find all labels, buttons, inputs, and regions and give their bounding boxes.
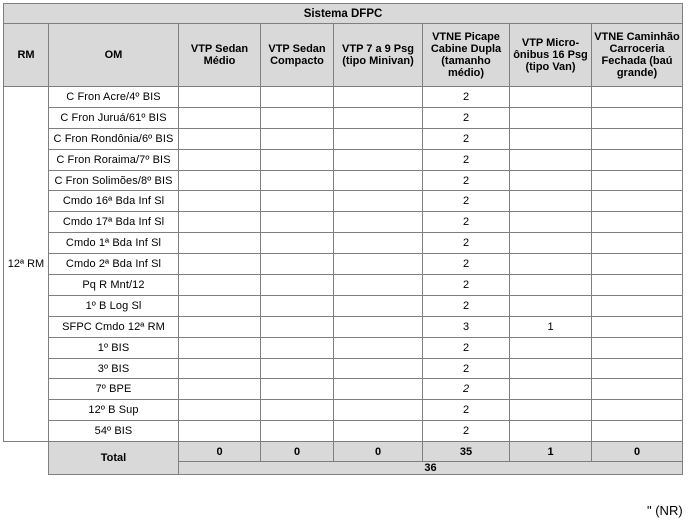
- cell-c1: [179, 421, 261, 442]
- cell-c5: [510, 400, 592, 421]
- table-row: [4, 421, 683, 442]
- cell-c1: [179, 212, 261, 233]
- cell-c4: 2: [423, 275, 510, 296]
- cell-c2: [261, 128, 334, 149]
- total-c3: 0: [334, 442, 423, 462]
- cell-c1: [179, 233, 261, 254]
- cell-c4: 2: [423, 400, 510, 421]
- table-row: [4, 400, 683, 421]
- header-vtp-minivan: VTP 7 a 9 Psg (tipo Minivan): [334, 24, 423, 87]
- cell-c2: [261, 107, 334, 128]
- table-row: [4, 337, 683, 358]
- cell-c4: 2: [423, 149, 510, 170]
- table-row: [4, 358, 683, 379]
- cell-c2: [261, 87, 334, 108]
- cell-c6: [592, 379, 683, 400]
- cell-c2: [261, 149, 334, 170]
- cell-c1: [179, 316, 261, 337]
- cell-c5: [510, 149, 592, 170]
- cell-c4: 2: [423, 421, 510, 442]
- cell-c3: [334, 87, 423, 108]
- table-row: [4, 149, 683, 170]
- cell-c3: [334, 233, 423, 254]
- cell-c6: [592, 421, 683, 442]
- total-c2: 0: [261, 442, 334, 462]
- om-cell: 1º B Log Sl: [49, 295, 179, 316]
- cell-c4: 2: [423, 295, 510, 316]
- cell-c5: [510, 128, 592, 149]
- cell-c1: [179, 107, 261, 128]
- cell-c6: [592, 316, 683, 337]
- om-cell: Cmdo 1ª Bda Inf Sl: [49, 233, 179, 254]
- header-rm: RM: [4, 24, 49, 87]
- table-row: [4, 233, 683, 254]
- cell-c2: [261, 275, 334, 296]
- om-cell: C Fron Roraima/7º BIS: [49, 149, 179, 170]
- table-row: [4, 379, 683, 400]
- cell-c5: [510, 275, 592, 296]
- footnote: " (NR): [647, 503, 683, 518]
- header-vtne-picape: VTNE Picape Cabine Dupla (tamanho médio): [423, 24, 510, 87]
- total-c5: 1: [510, 442, 592, 462]
- cell-c5: [510, 107, 592, 128]
- table-row: [4, 191, 683, 212]
- table-row: [4, 128, 683, 149]
- cell-c6: [592, 170, 683, 191]
- cell-c3: [334, 316, 423, 337]
- cell-c4: 2: [423, 379, 510, 400]
- om-cell: Cmdo 2ª Bda Inf Sl: [49, 254, 179, 275]
- table-row: [4, 316, 683, 337]
- cell-c2: [261, 400, 334, 421]
- header-vtp-sedan-compacto: VTP Sedan Compacto: [261, 24, 334, 87]
- table-row: [4, 107, 683, 128]
- om-cell: Cmdo 16ª Bda Inf Sl: [49, 191, 179, 212]
- cell-c3: [334, 295, 423, 316]
- cell-c4: 2: [423, 128, 510, 149]
- total-c4: 35: [423, 442, 510, 462]
- cell-c4: 2: [423, 254, 510, 275]
- cell-c2: [261, 170, 334, 191]
- cell-c3: [334, 400, 423, 421]
- cell-c2: [261, 233, 334, 254]
- cell-c5: [510, 254, 592, 275]
- rm-cell: 12ª RM: [4, 87, 49, 442]
- total-c6: 0: [592, 442, 683, 462]
- cell-c1: [179, 254, 261, 275]
- cell-c2: [261, 254, 334, 275]
- cell-c2: [261, 295, 334, 316]
- om-cell: 7º BPE: [49, 379, 179, 400]
- cell-c6: [592, 149, 683, 170]
- header-vtp-sedan-medio: VTP Sedan Médio: [179, 24, 261, 87]
- cell-c6: [592, 254, 683, 275]
- total-row: [4, 442, 683, 462]
- cell-c6: [592, 212, 683, 233]
- cell-c6: [592, 191, 683, 212]
- cell-c3: [334, 421, 423, 442]
- cell-c1: [179, 379, 261, 400]
- cell-c5: 1: [510, 316, 592, 337]
- header-om: OM: [49, 24, 179, 87]
- cell-c6: [592, 128, 683, 149]
- cell-c3: [334, 191, 423, 212]
- cell-c4: 2: [423, 337, 510, 358]
- cell-c3: [334, 149, 423, 170]
- table-row: [4, 170, 683, 191]
- cell-c3: [334, 212, 423, 233]
- table-row: [4, 212, 683, 233]
- cell-c3: [334, 170, 423, 191]
- om-cell: 3º BIS: [49, 358, 179, 379]
- cell-c1: [179, 191, 261, 212]
- cell-c3: [334, 107, 423, 128]
- cell-c5: [510, 233, 592, 254]
- cell-c4: 2: [423, 191, 510, 212]
- om-cell: C Fron Solimões/8º BIS: [49, 170, 179, 191]
- cell-c5: [510, 337, 592, 358]
- cell-c1: [179, 400, 261, 421]
- cell-c3: [334, 379, 423, 400]
- cell-c4: 3: [423, 316, 510, 337]
- table-body: [4, 87, 683, 475]
- om-cell: Cmdo 17ª Bda Inf Sl: [49, 212, 179, 233]
- cell-c2: [261, 316, 334, 337]
- cell-c6: [592, 87, 683, 108]
- total-c1: 0: [179, 442, 261, 462]
- cell-c4: 2: [423, 107, 510, 128]
- cell-c2: [261, 212, 334, 233]
- cell-c2: [261, 358, 334, 379]
- cell-c5: [510, 295, 592, 316]
- cell-c3: [334, 337, 423, 358]
- cell-c6: [592, 275, 683, 296]
- total-label: Total: [49, 442, 179, 475]
- table-row: [4, 87, 683, 108]
- om-cell: SFPC Cmdo 12ª RM: [49, 316, 179, 337]
- cell-c6: [592, 233, 683, 254]
- cell-c1: [179, 149, 261, 170]
- cell-c5: [510, 421, 592, 442]
- cell-c6: [592, 358, 683, 379]
- cell-c2: [261, 379, 334, 400]
- dfpc-table: [3, 3, 683, 475]
- cell-c4: 2: [423, 358, 510, 379]
- cell-c5: [510, 191, 592, 212]
- cell-c6: [592, 295, 683, 316]
- cell-c4: 2: [423, 233, 510, 254]
- om-cell: 54º BIS: [49, 421, 179, 442]
- cell-c6: [592, 337, 683, 358]
- cell-c3: [334, 128, 423, 149]
- om-cell: Pq R Mnt/12: [49, 275, 179, 296]
- total-blank-cell: [4, 442, 49, 475]
- table-row: [4, 295, 683, 316]
- cell-c6: [592, 107, 683, 128]
- om-cell: C Fron Juruá/61º BIS: [49, 107, 179, 128]
- cell-c2: [261, 421, 334, 442]
- grand-total: 36: [179, 462, 683, 475]
- table-row: [4, 275, 683, 296]
- om-cell: C Fron Rondônia/6º BIS: [49, 128, 179, 149]
- cell-c1: [179, 358, 261, 379]
- cell-c1: [179, 128, 261, 149]
- cell-c6: [592, 400, 683, 421]
- cell-c3: [334, 358, 423, 379]
- om-cell: 1º BIS: [49, 337, 179, 358]
- om-cell: 12º B Sup: [49, 400, 179, 421]
- cell-c1: [179, 87, 261, 108]
- cell-c4: 2: [423, 87, 510, 108]
- cell-c1: [179, 275, 261, 296]
- cell-c5: [510, 212, 592, 233]
- header-vtne-caminhao: VTNE Caminhão Carroceria Fechada (baú grande): [592, 24, 683, 87]
- om-cell: C Fron Acre/4º BIS: [49, 87, 179, 108]
- cell-c4: 2: [423, 170, 510, 191]
- header-vtp-micro-onibus: VTP Micro-ônibus 16 Psg (tipo Van): [510, 24, 592, 87]
- cell-c1: [179, 170, 261, 191]
- cell-c5: [510, 379, 592, 400]
- cell-c3: [334, 254, 423, 275]
- cell-c5: [510, 87, 592, 108]
- cell-c3: [334, 275, 423, 296]
- cell-c5: [510, 170, 592, 191]
- table-row: [4, 254, 683, 275]
- cell-c5: [510, 358, 592, 379]
- cell-c2: [261, 191, 334, 212]
- cell-c1: [179, 295, 261, 316]
- cell-c1: [179, 337, 261, 358]
- cell-c2: [261, 337, 334, 358]
- cell-c4: 2: [423, 212, 510, 233]
- table-title: Sistema DFPC: [4, 4, 683, 24]
